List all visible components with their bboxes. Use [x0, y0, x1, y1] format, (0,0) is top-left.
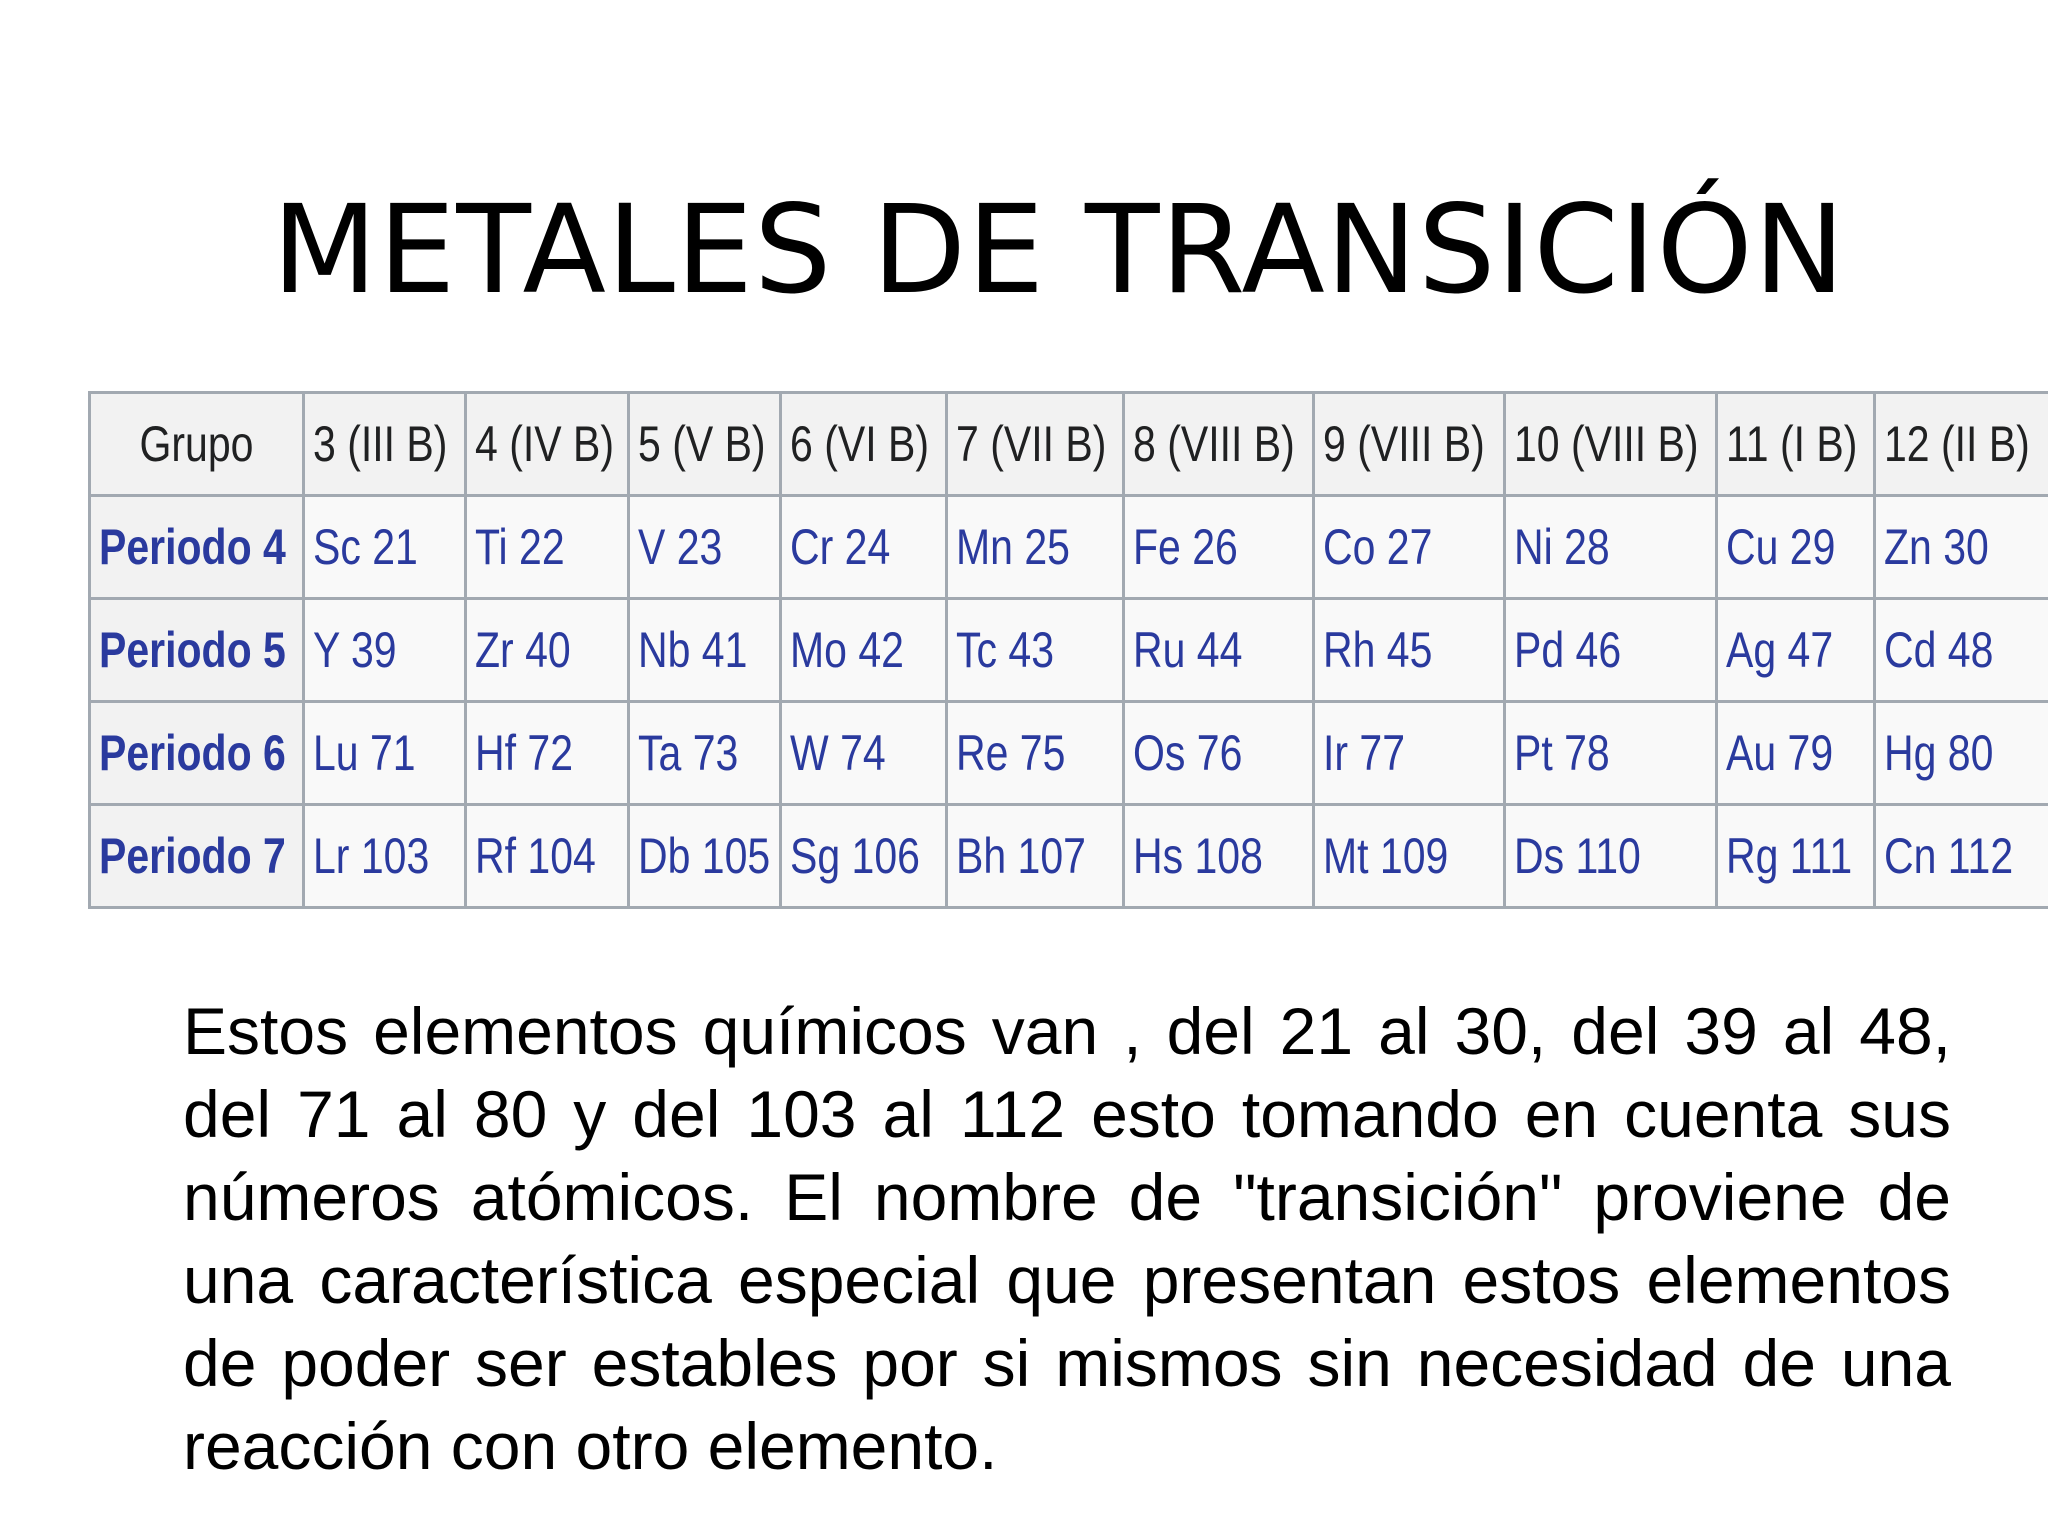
element-cell[interactable]: Cr 24 [781, 496, 947, 599]
element-cell[interactable]: Ds 110 [1505, 805, 1717, 908]
element-cell[interactable]: Ir 77 [1314, 702, 1505, 805]
group-header: 3 (III B) [304, 393, 466, 496]
group-header: 5 (V B) [629, 393, 781, 496]
element-cell[interactable]: Lr 103 [304, 805, 466, 908]
element-cell[interactable]: Lu 71 [304, 702, 466, 805]
period-header[interactable]: Periodo 7 [90, 805, 304, 908]
corner-header: Grupo [90, 393, 304, 496]
element-cell[interactable]: Nb 41 [629, 599, 781, 702]
element-cell[interactable]: Hf 72 [466, 702, 629, 805]
element-cell[interactable]: Rg 111 [1717, 805, 1875, 908]
element-cell[interactable]: Zn 30 [1875, 496, 2048, 599]
element-cell[interactable]: Mn 25 [947, 496, 1124, 599]
element-cell[interactable]: Cn 112 [1875, 805, 2048, 908]
element-cell[interactable]: Re 75 [947, 702, 1124, 805]
transition-metals-table [88, 391, 2048, 909]
element-cell[interactable]: Tc 43 [947, 599, 1124, 702]
table-row [90, 496, 2048, 599]
element-cell[interactable]: Rh 45 [1314, 599, 1505, 702]
element-cell[interactable]: Os 76 [1124, 702, 1314, 805]
table-row [90, 599, 2048, 702]
element-cell[interactable]: Ta 73 [629, 702, 781, 805]
element-cell[interactable]: Pd 46 [1505, 599, 1717, 702]
element-cell[interactable]: Cd 48 [1875, 599, 2048, 702]
group-header: 7 (VII B) [947, 393, 1124, 496]
element-cell[interactable]: Au 79 [1717, 702, 1875, 805]
element-cell[interactable]: Ti 22 [466, 496, 629, 599]
element-cell[interactable]: Y 39 [304, 599, 466, 702]
elements-table-container [88, 391, 2048, 915]
element-cell[interactable]: Pt 78 [1505, 702, 1717, 805]
element-cell[interactable]: Ru 44 [1124, 599, 1314, 702]
element-cell[interactable]: Ni 28 [1505, 496, 1717, 599]
element-cell[interactable]: Hg 80 [1875, 702, 2048, 805]
slide-title: METALES DE TRANSICIÓN [272, 179, 1846, 321]
period-header[interactable]: Periodo 6 [90, 702, 304, 805]
group-header: 8 (VIII B) [1124, 393, 1314, 496]
table-row [90, 805, 2048, 908]
period-header[interactable]: Periodo 4 [90, 496, 304, 599]
description-paragraph: Estos elementos químicos van , del 21 al 30, del 39 al 48, del 71 al 80 y del 103 al 112 esto tomando en cuenta sus números atómicos. El nombre de "transición" proviene de una característica especial que presentan estos elementos de poder ser estables por si mismos sin necesidad de una reacción con otro elemento. [183, 994, 1951, 1483]
element-cell[interactable]: Co 27 [1314, 496, 1505, 599]
table-header-row [90, 393, 2048, 496]
period-header[interactable]: Periodo 5 [90, 599, 304, 702]
element-cell[interactable]: Sg 106 [781, 805, 947, 908]
group-header: 11 (I B) [1717, 393, 1875, 496]
element-cell[interactable]: V 23 [629, 496, 781, 599]
element-cell[interactable]: W 74 [781, 702, 947, 805]
group-header: 10 (VIII B) [1505, 393, 1717, 496]
element-cell[interactable]: Ag 47 [1717, 599, 1875, 702]
element-cell[interactable]: Hs 108 [1124, 805, 1314, 908]
group-header: 9 (VIII B) [1314, 393, 1505, 496]
group-header: 12 (II B) [1875, 393, 2048, 496]
table-row [90, 702, 2048, 805]
group-header: 6 (VI B) [781, 393, 947, 496]
element-cell[interactable]: Db 105 [629, 805, 781, 908]
element-cell[interactable]: Fe 26 [1124, 496, 1314, 599]
element-cell[interactable]: Cu 29 [1717, 496, 1875, 599]
element-cell[interactable]: Zr 40 [466, 599, 629, 702]
group-header: 4 (IV B) [466, 393, 629, 496]
element-cell[interactable]: Sc 21 [304, 496, 466, 599]
element-cell[interactable]: Mt 109 [1314, 805, 1505, 908]
element-cell[interactable]: Bh 107 [947, 805, 1124, 908]
element-cell[interactable]: Mo 42 [781, 599, 947, 702]
element-cell[interactable]: Rf 104 [466, 805, 629, 908]
